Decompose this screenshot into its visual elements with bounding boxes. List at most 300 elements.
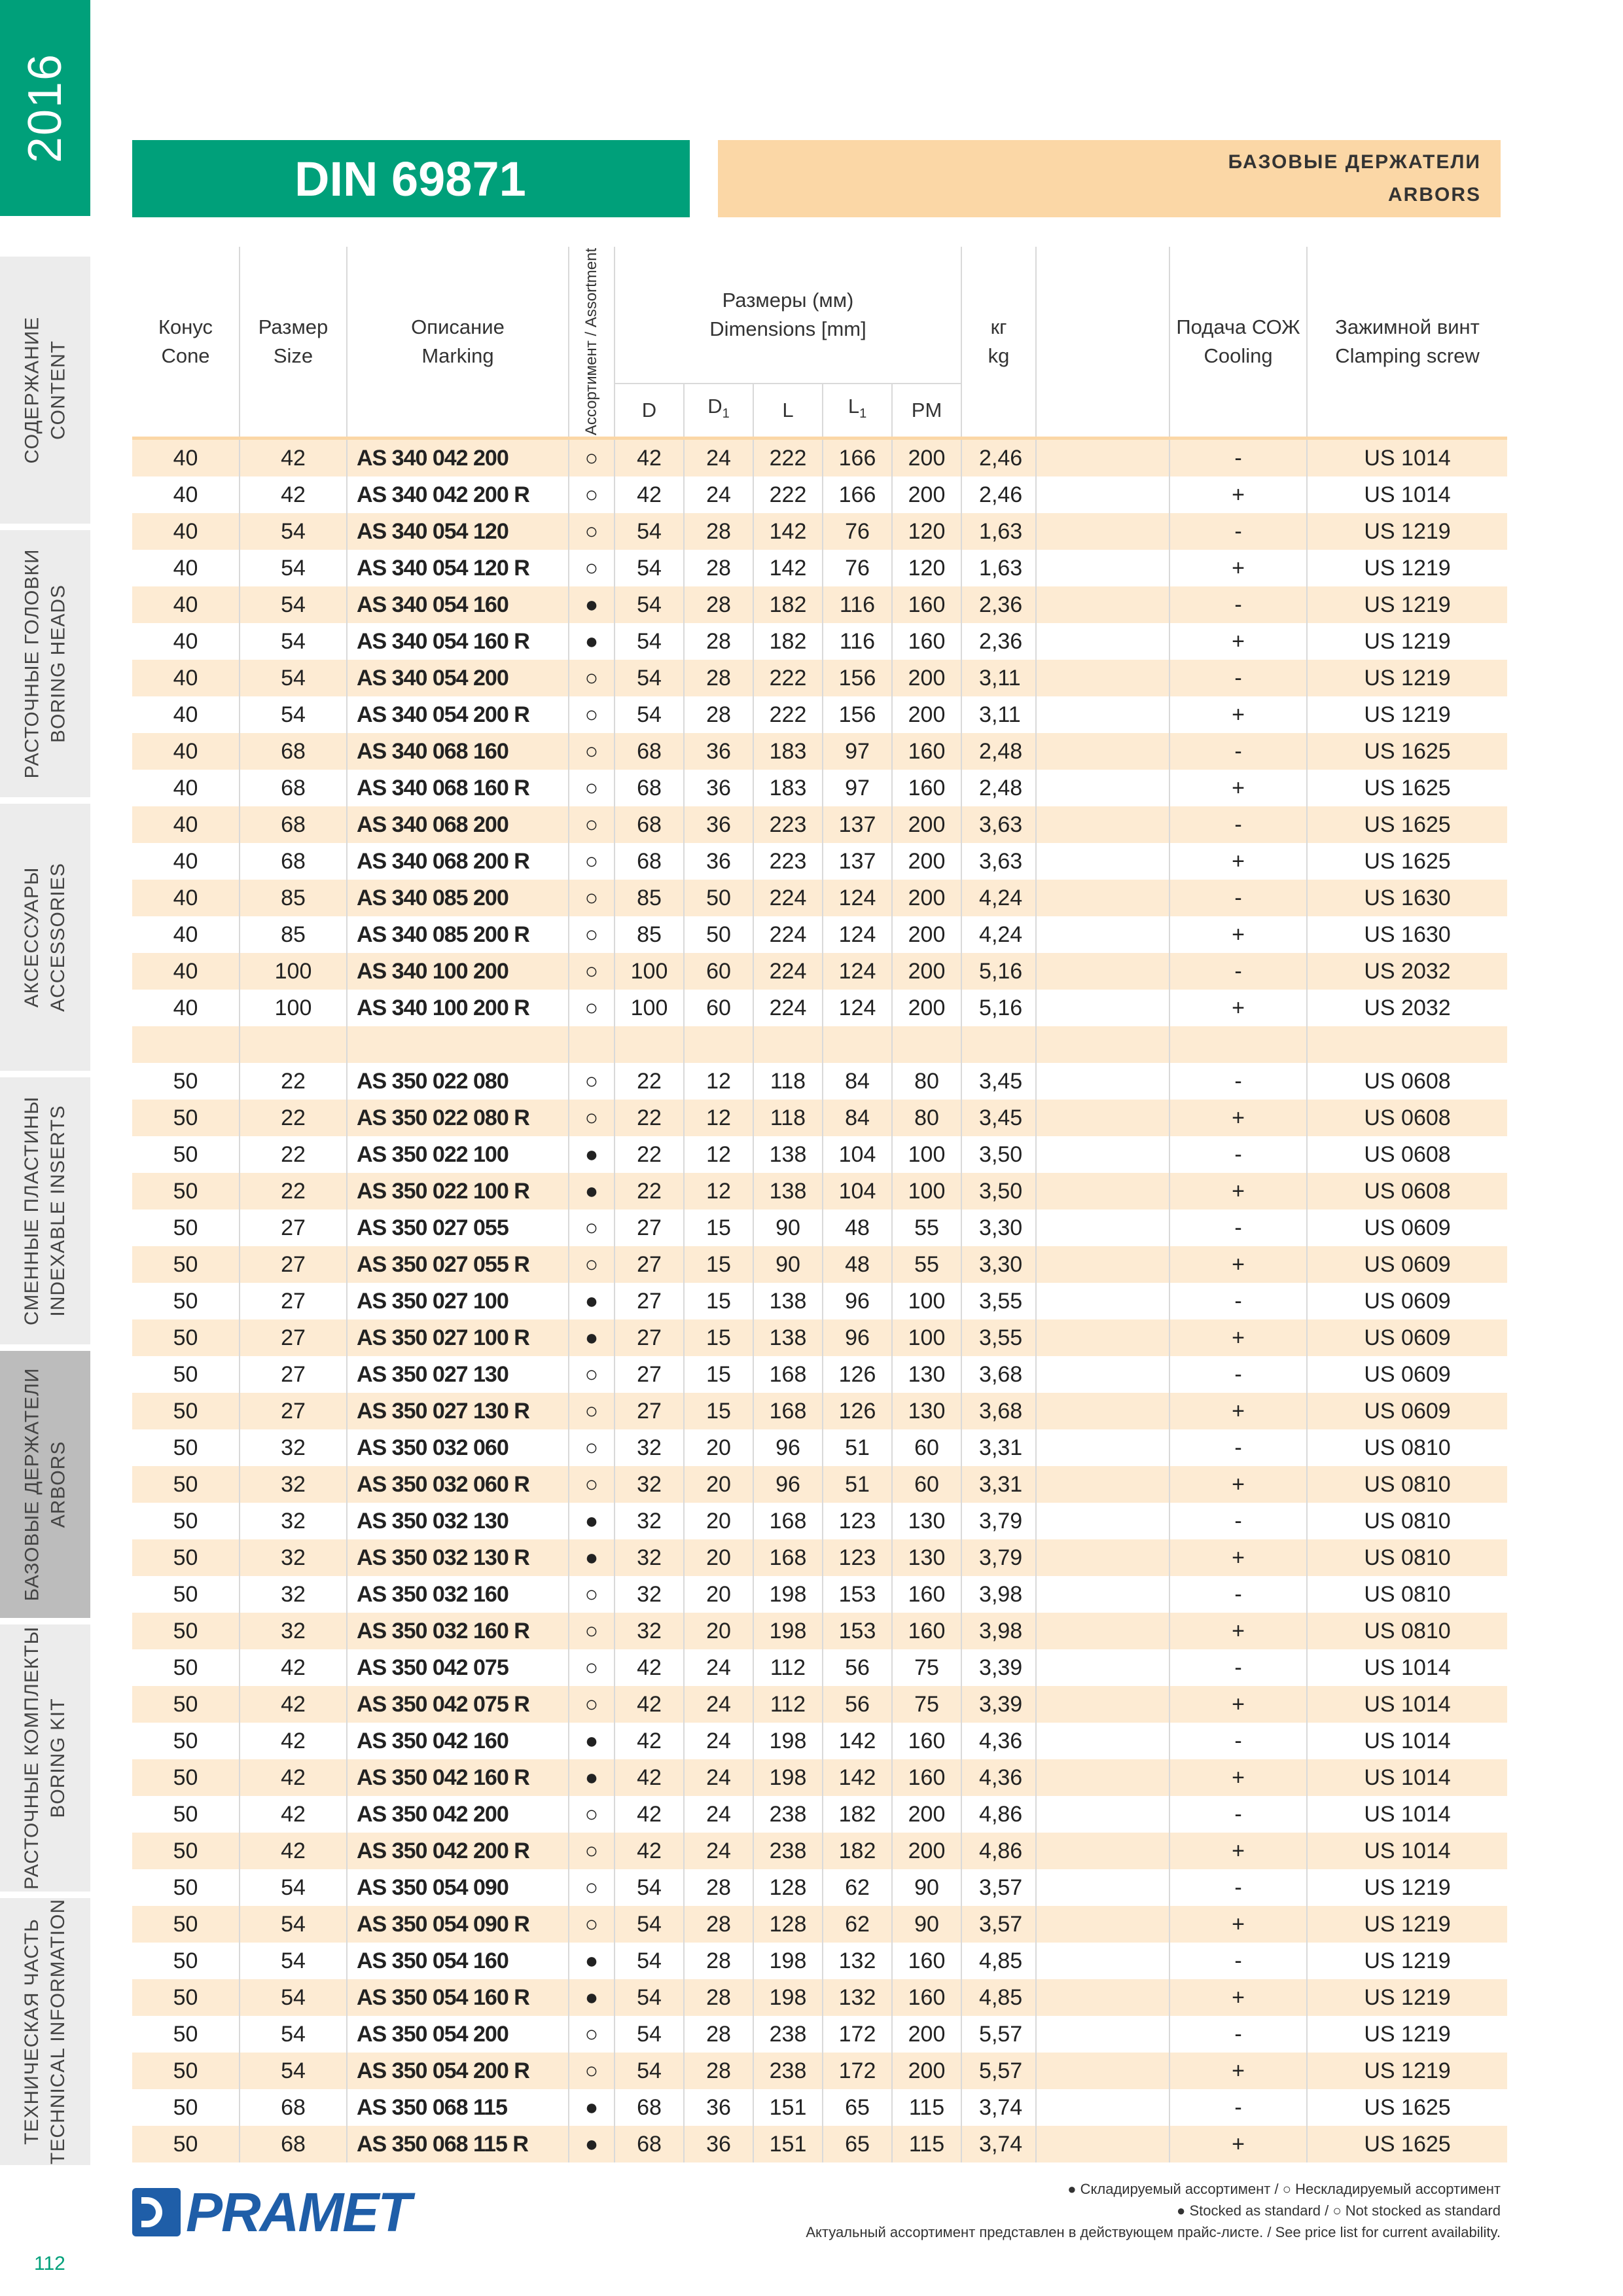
cell-d: 32 <box>615 1466 684 1503</box>
table-row <box>132 1723 1507 1759</box>
table-row <box>132 990 1507 1026</box>
cell-clamping-screw: US 0609 <box>1307 1319 1507 1356</box>
cell-pm: 100 <box>892 1283 961 1319</box>
cell-l1: 62 <box>823 1906 892 1943</box>
table-row <box>132 660 1507 696</box>
cell-empty <box>1036 513 1169 550</box>
cell-empty <box>1036 1246 1169 1283</box>
cell-assortment: ○ <box>569 1869 615 1906</box>
cell-d: 42 <box>615 476 684 513</box>
sidebar-item-boring-kit[interactable] <box>0 1618 90 1892</box>
cell-l1: 124 <box>823 916 892 953</box>
cell-empty <box>1036 1026 1169 1063</box>
cell-pm: 200 <box>892 2053 961 2089</box>
cell-size: 54 <box>240 586 347 623</box>
cell-empty <box>1036 696 1169 733</box>
table-row <box>132 1539 1507 1576</box>
cell-cone: 50 <box>132 1246 240 1283</box>
cell-l1: 182 <box>823 1833 892 1869</box>
cell-pm: 160 <box>892 586 961 623</box>
pramet-logo <box>132 2181 410 2243</box>
cell-cooling: - <box>1169 733 1307 770</box>
cell-pm: 90 <box>892 1869 961 1906</box>
col-header-size-en: Size <box>273 344 313 367</box>
cell-cooling: + <box>1169 476 1307 513</box>
sidebar-item-accessories[interactable] <box>0 797 90 1071</box>
cell-d1: 28 <box>684 513 753 550</box>
col-header-dimensions-ru: Размеры (мм) <box>722 289 854 312</box>
cell-l1: 137 <box>823 806 892 843</box>
cell-weight: 1,63 <box>961 513 1036 550</box>
cell-clamping-screw: US 1219 <box>1307 513 1507 550</box>
cell-pm: 160 <box>892 733 961 770</box>
cell-l: 238 <box>753 2053 823 2089</box>
cell-clamping-screw: US 1014 <box>1307 476 1507 513</box>
cell-marking: AS 350 027 130 <box>347 1356 569 1393</box>
cell-clamping-screw: US 0608 <box>1307 1173 1507 1210</box>
cell-l: 238 <box>753 1833 823 1869</box>
col-header-cone-en: Cone <box>161 344 210 367</box>
cell-empty <box>1036 1100 1169 1136</box>
cell-clamping-screw: US 1219 <box>1307 586 1507 623</box>
cell-size: 54 <box>240 1943 347 1979</box>
cell-cone: 40 <box>132 586 240 623</box>
cell-empty <box>1036 1136 1169 1173</box>
cell-cone: 40 <box>132 550 240 586</box>
cell-d: 85 <box>615 916 684 953</box>
cell-empty <box>1036 916 1169 953</box>
cell-marking: AS 350 042 160 R <box>347 1759 569 1796</box>
cell-pm: 130 <box>892 1539 961 1576</box>
table-row <box>132 1906 1507 1943</box>
table-row <box>132 1979 1507 2016</box>
legend-note: Актуальный ассортимент представлен в действующем прайс-листе. / See price list for current availability. <box>806 2224 1501 2240</box>
sidebar-item-arbors[interactable] <box>0 1344 90 1618</box>
cell-empty <box>1036 623 1169 660</box>
cell-assortment: ● <box>569 586 615 623</box>
cell-l: 238 <box>753 1796 823 1833</box>
cell-cooling: + <box>1169 2126 1307 2162</box>
col-header-assortment-text: Ассортимент / Assortment <box>582 247 600 436</box>
col-header-size <box>240 247 347 439</box>
cell-cooling: + <box>1169 1833 1307 1869</box>
sidebar-item-technical-information[interactable] <box>0 1892 90 2165</box>
sidebar-item-boring-heads[interactable] <box>0 524 90 797</box>
cell-d: 68 <box>615 806 684 843</box>
cell-empty <box>1036 1686 1169 1723</box>
category-label-ru: БАЗОВЫЕ ДЕРЖАТЕЛИ <box>1228 151 1481 173</box>
cell-d: 68 <box>615 770 684 806</box>
cell-pm: 60 <box>892 1466 961 1503</box>
cell-d1: 28 <box>684 586 753 623</box>
table-row <box>132 696 1507 733</box>
cell-d1: 15 <box>684 1210 753 1246</box>
cell-empty <box>1036 1356 1169 1393</box>
cell-d: 32 <box>615 1539 684 1576</box>
cell-cone: 50 <box>132 1613 240 1649</box>
cell-clamping-screw: US 0810 <box>1307 1503 1507 1539</box>
cell-cone: 40 <box>132 953 240 990</box>
cell-empty <box>1036 1979 1169 2016</box>
sidebar-item-label-en: INDEXABLE INSERTS <box>47 1105 69 1317</box>
cell-weight: 3,30 <box>961 1246 1036 1283</box>
table-row <box>132 1943 1507 1979</box>
cell-cooling <box>1169 1026 1307 1063</box>
sidebar-item-content[interactable] <box>0 250 90 524</box>
table-row <box>132 2126 1507 2162</box>
cell-d1: 28 <box>684 696 753 733</box>
cell-cooling: + <box>1169 2053 1307 2089</box>
cell-cone: 40 <box>132 916 240 953</box>
cell-pm: 160 <box>892 1759 961 1796</box>
cell-cooling: - <box>1169 1943 1307 1979</box>
cell-l1: 65 <box>823 2126 892 2162</box>
cell-d: 54 <box>615 513 684 550</box>
cell-d1: 28 <box>684 660 753 696</box>
cell-weight: 3,31 <box>961 1429 1036 1466</box>
cell-weight: 2,48 <box>961 733 1036 770</box>
table-row <box>132 1503 1507 1539</box>
cell-weight: 3,39 <box>961 1649 1036 1686</box>
cell-empty <box>1036 1613 1169 1649</box>
cell-d1: 15 <box>684 1319 753 1356</box>
cell-l1: 96 <box>823 1319 892 1356</box>
cell-size: 68 <box>240 806 347 843</box>
table-row <box>132 880 1507 916</box>
cell-d1: 28 <box>684 1943 753 1979</box>
cell-cone: 40 <box>132 843 240 880</box>
cell-assortment: ○ <box>569 2053 615 2089</box>
table-row <box>132 1063 1507 1100</box>
cell-assortment: ○ <box>569 513 615 550</box>
cell-cooling: - <box>1169 1429 1307 1466</box>
sidebar-item-label-en: BORING KIT <box>47 1698 69 1818</box>
col-header-d1: $D_1$ <box>684 384 753 439</box>
cell-cone: 50 <box>132 2089 240 2126</box>
cell-d1 <box>684 1026 753 1063</box>
cell-l <box>753 1026 823 1063</box>
cell-d: 54 <box>615 586 684 623</box>
col-header-weight-ru: кг <box>990 315 1007 338</box>
year-label: 2016 <box>19 52 72 164</box>
cell-l1: 84 <box>823 1063 892 1100</box>
cell-d1: 12 <box>684 1100 753 1136</box>
cell-cone: 50 <box>132 1393 240 1429</box>
cell-l1: 97 <box>823 733 892 770</box>
sidebar-item-label-ru: РАСТОЧНЫЕ КОМПЛЕКТЫ <box>21 1626 43 1890</box>
cell-d: 54 <box>615 1869 684 1906</box>
cell-size: 32 <box>240 1576 347 1613</box>
cell-assortment: ○ <box>569 1210 615 1246</box>
cell-clamping-screw: US 1625 <box>1307 2089 1507 2126</box>
cell-marking: AS 340 068 200 <box>347 806 569 843</box>
cell-marking: AS 350 068 115 R <box>347 2126 569 2162</box>
cell-assortment: ● <box>569 1503 615 1539</box>
cell-pm: 200 <box>892 439 961 477</box>
cell-weight: 3,57 <box>961 1869 1036 1906</box>
cell-d: 68 <box>615 2089 684 2126</box>
cell-empty <box>1036 1466 1169 1503</box>
cell-d1: 24 <box>684 1833 753 1869</box>
col-header-d: D <box>615 384 684 439</box>
category-banner <box>718 140 1501 217</box>
cell-cooling: - <box>1169 1503 1307 1539</box>
cell-size: 54 <box>240 1906 347 1943</box>
cell-d1: 50 <box>684 880 753 916</box>
cell-weight: 3,98 <box>961 1576 1036 1613</box>
cell-marking: AS 350 027 055 R <box>347 1246 569 1283</box>
cell-pm: 80 <box>892 1063 961 1100</box>
cell-assortment: ○ <box>569 1063 615 1100</box>
cell-assortment: ○ <box>569 696 615 733</box>
cell-d1: 60 <box>684 953 753 990</box>
cell-l1: 182 <box>823 1796 892 1833</box>
col-header-marking-ru: Описание <box>411 315 505 338</box>
cell-size: 32 <box>240 1429 347 1466</box>
cell-pm: 130 <box>892 1503 961 1539</box>
table-row <box>132 1759 1507 1796</box>
cell-weight: 3,57 <box>961 1906 1036 1943</box>
cell-d1: 12 <box>684 1173 753 1210</box>
cell-pm: 200 <box>892 2016 961 2053</box>
cell-empty <box>1036 733 1169 770</box>
cell-cone: 50 <box>132 1833 240 1869</box>
legend-line-ru: ● Складируемый ассортимент / ○ Нескладируемый ассортимент <box>1067 2181 1501 2197</box>
cell-pm: 160 <box>892 1943 961 1979</box>
cell-size: 68 <box>240 733 347 770</box>
cell-size: 22 <box>240 1173 347 1210</box>
cell-weight: 1,63 <box>961 550 1036 586</box>
table-row <box>132 1686 1507 1723</box>
cell-l: 112 <box>753 1649 823 1686</box>
cell-assortment: ● <box>569 1759 615 1796</box>
cell-empty <box>1036 1759 1169 1796</box>
sidebar-item-label-ru: СОДЕРЖАНИЕ <box>21 316 43 464</box>
cell-pm: 160 <box>892 1723 961 1759</box>
cell-cooling: - <box>1169 806 1307 843</box>
cell-l1: 76 <box>823 550 892 586</box>
cell-size: 85 <box>240 916 347 953</box>
table-row <box>132 2089 1507 2126</box>
cell-assortment: ○ <box>569 1246 615 1283</box>
table-row <box>132 1026 1507 1063</box>
cell-l: 183 <box>753 733 823 770</box>
cell-d1: 28 <box>684 1906 753 1943</box>
cell-cone: 50 <box>132 1979 240 2016</box>
table-row <box>132 1393 1507 1429</box>
cell-weight: 3,45 <box>961 1063 1036 1100</box>
cell-d1: 24 <box>684 1796 753 1833</box>
cell-assortment: ● <box>569 1173 615 1210</box>
table-row <box>132 1429 1507 1466</box>
cell-weight: 3,79 <box>961 1503 1036 1539</box>
cell-empty <box>1036 439 1169 477</box>
cell-d: 32 <box>615 1503 684 1539</box>
cell-cooling: - <box>1169 1283 1307 1319</box>
cell-size: 54 <box>240 660 347 696</box>
sidebar-item-label-en: ACCESSORIES <box>47 863 69 1012</box>
cell-d1: 15 <box>684 1246 753 1283</box>
cell-l1: 123 <box>823 1539 892 1576</box>
cell-d1: 24 <box>684 1686 753 1723</box>
cell-d: 54 <box>615 660 684 696</box>
cell-assortment: ○ <box>569 916 615 953</box>
cell-cone: 50 <box>132 1210 240 1246</box>
cell-d: 22 <box>615 1100 684 1136</box>
cell-clamping-screw: US 1014 <box>1307 1759 1507 1796</box>
cell-l1: 51 <box>823 1466 892 1503</box>
cell-weight: 3,11 <box>961 696 1036 733</box>
cell-assortment: ○ <box>569 1833 615 1869</box>
page-title <box>132 140 690 217</box>
cell-l: 223 <box>753 843 823 880</box>
cell-empty <box>1036 1833 1169 1869</box>
cell-l: 182 <box>753 586 823 623</box>
cell-weight: 3,55 <box>961 1319 1036 1356</box>
cell-weight: 3,74 <box>961 2126 1036 2162</box>
cell-weight: 4,24 <box>961 880 1036 916</box>
cell-d1: 20 <box>684 1429 753 1466</box>
cell-empty <box>1036 550 1169 586</box>
sidebar-item-indexable-inserts[interactable] <box>0 1071 90 1344</box>
cell-clamping-screw: US 1014 <box>1307 1686 1507 1723</box>
cell-marking: AS 350 032 060 <box>347 1429 569 1466</box>
cell-d: 68 <box>615 843 684 880</box>
cell-marking: AS 350 054 090 <box>347 1869 569 1906</box>
cell-pm: 200 <box>892 843 961 880</box>
cell-marking: AS 340 054 200 R <box>347 696 569 733</box>
cell-cooling: + <box>1169 990 1307 1026</box>
cell-l1: 166 <box>823 439 892 477</box>
cell-size: 54 <box>240 1869 347 1906</box>
cell-cooling: - <box>1169 1576 1307 1613</box>
cell-pm: 55 <box>892 1246 961 1283</box>
col-header-dimensions-en: Dimensions [mm] <box>709 317 866 340</box>
cell-l: 128 <box>753 1869 823 1906</box>
cell-l1: 104 <box>823 1136 892 1173</box>
cell-clamping-screw: US 0810 <box>1307 1466 1507 1503</box>
cell-marking: AS 350 042 075 R <box>347 1686 569 1723</box>
cell-marking: AS 350 027 100 <box>347 1283 569 1319</box>
cell-l1: 124 <box>823 880 892 916</box>
cell-d1: 15 <box>684 1356 753 1393</box>
col-header-cooling-en: Cooling <box>1204 344 1273 367</box>
cell-empty <box>1036 990 1169 1026</box>
cell-d1: 24 <box>684 1723 753 1759</box>
cell-clamping-screw: US 0810 <box>1307 1576 1507 1613</box>
cell-weight: 2,46 <box>961 439 1036 477</box>
cell-empty <box>1036 1393 1169 1429</box>
cell-clamping-screw: US 0810 <box>1307 1429 1507 1466</box>
cell-weight: 3,79 <box>961 1539 1036 1576</box>
sidebar-nav <box>0 0 90 2296</box>
cell-d: 54 <box>615 1943 684 1979</box>
cell-cooling: - <box>1169 1136 1307 1173</box>
cell-cone: 50 <box>132 1136 240 1173</box>
cell-pm: 160 <box>892 623 961 660</box>
cell-d: 27 <box>615 1319 684 1356</box>
col-header-weight <box>961 247 1036 439</box>
cell-l1: 137 <box>823 843 892 880</box>
table-row <box>132 806 1507 843</box>
col-header-cooling <box>1169 247 1307 439</box>
cell-d1: 60 <box>684 990 753 1026</box>
cell-cooling: + <box>1169 1979 1307 2016</box>
cell-d: 54 <box>615 2016 684 2053</box>
cell-clamping-screw: US 0609 <box>1307 1356 1507 1393</box>
pramet-logo-icon <box>132 2188 181 2236</box>
cell-marking: AS 350 022 100 <box>347 1136 569 1173</box>
cell-cooling: - <box>1169 953 1307 990</box>
cell-cooling: - <box>1169 1210 1307 1246</box>
cell-clamping-screw: US 0608 <box>1307 1136 1507 1173</box>
cell-marking: AS 350 022 080 R <box>347 1100 569 1136</box>
cell-empty <box>1036 2016 1169 2053</box>
cell-l: 222 <box>753 696 823 733</box>
cell-clamping-screw: US 1219 <box>1307 2053 1507 2089</box>
table-row <box>132 476 1507 513</box>
cell-size: 100 <box>240 953 347 990</box>
cell-cone: 50 <box>132 1869 240 1906</box>
cell-empty <box>1036 1429 1169 1466</box>
cell-empty <box>1036 1283 1169 1319</box>
cell-empty <box>1036 1319 1169 1356</box>
cell-d: 42 <box>615 1649 684 1686</box>
arbors-spec-table <box>132 247 1507 2162</box>
table-row <box>132 1869 1507 1906</box>
cell-marking: AS 350 032 130 R <box>347 1539 569 1576</box>
cell-d1: 12 <box>684 1063 753 1100</box>
cell-marking: AS 350 027 055 <box>347 1210 569 1246</box>
cell-l1: 97 <box>823 770 892 806</box>
cell-l1: 56 <box>823 1649 892 1686</box>
cell-size: 42 <box>240 1833 347 1869</box>
cell-empty <box>1036 1943 1169 1979</box>
cell-size: 27 <box>240 1246 347 1283</box>
cell-clamping-screw: US 0608 <box>1307 1063 1507 1100</box>
cell-clamping-screw: US 1625 <box>1307 2126 1507 2162</box>
cell-d1: 50 <box>684 916 753 953</box>
cell-pm: 60 <box>892 1429 961 1466</box>
cell-l: 222 <box>753 476 823 513</box>
cell-marking <box>347 1026 569 1063</box>
table-row <box>132 2016 1507 2053</box>
table-row <box>132 586 1507 623</box>
col-header-size-ru: Размер <box>258 315 329 338</box>
table-row <box>132 1649 1507 1686</box>
cell-assortment: ○ <box>569 1686 615 1723</box>
cell-clamping-screw: US 0608 <box>1307 1100 1507 1136</box>
cell-cooling: - <box>1169 586 1307 623</box>
cell-l1: 126 <box>823 1393 892 1429</box>
cell-size: 54 <box>240 2016 347 2053</box>
cell-size: 32 <box>240 1503 347 1539</box>
cell-size: 32 <box>240 1466 347 1503</box>
cell-marking: AS 350 042 160 <box>347 1723 569 1759</box>
cell-d1: 20 <box>684 1503 753 1539</box>
cell-empty <box>1036 1723 1169 1759</box>
cell-l: 222 <box>753 439 823 477</box>
cell-size: 32 <box>240 1613 347 1649</box>
cell-l1: 124 <box>823 953 892 990</box>
cell-weight: 2,46 <box>961 476 1036 513</box>
cell-empty <box>1036 1576 1169 1613</box>
cell-clamping-screw: US 1219 <box>1307 1869 1507 1906</box>
cell-cooling: - <box>1169 1869 1307 1906</box>
cell-l: 198 <box>753 1723 823 1759</box>
cell-clamping-screw: US 1625 <box>1307 806 1507 843</box>
cell-d: 54 <box>615 696 684 733</box>
